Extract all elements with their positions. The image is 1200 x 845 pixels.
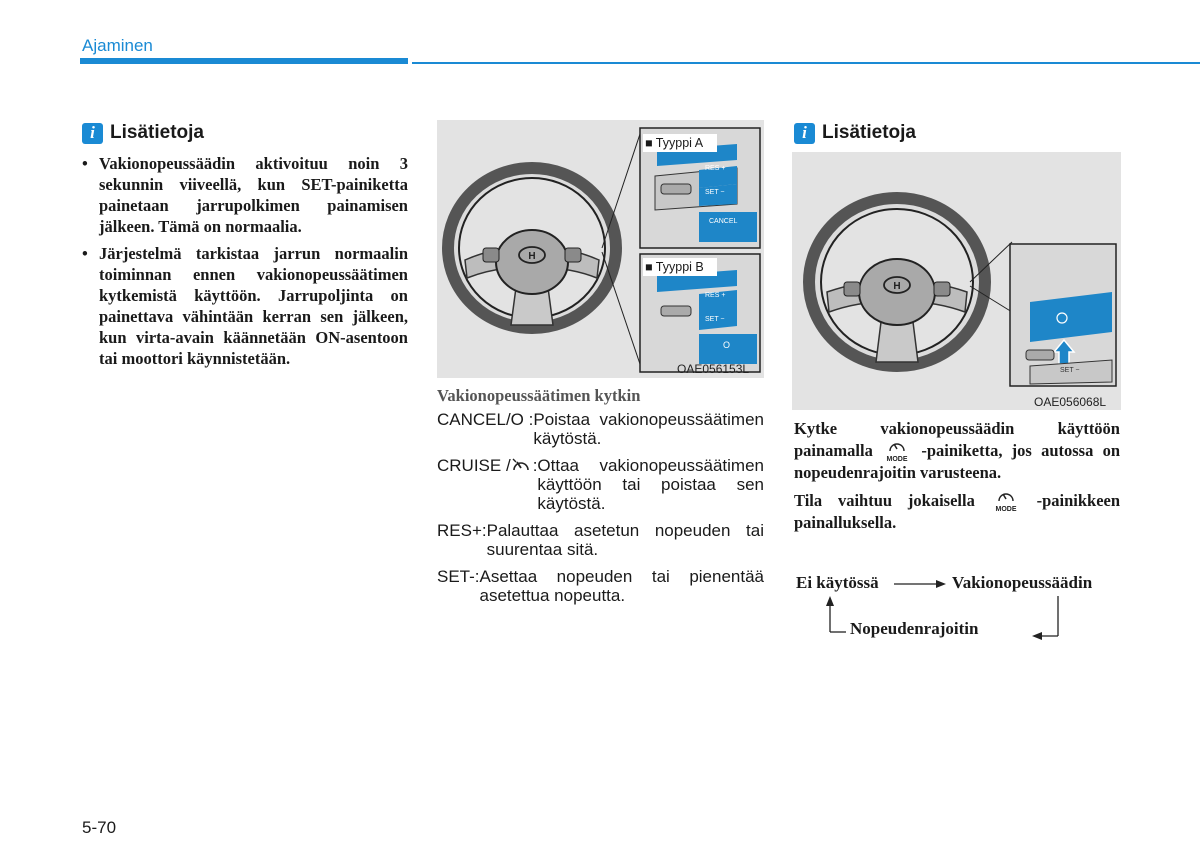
steering-wheel-illustration (437, 120, 764, 378)
def-desc: Asettaa nopeuden tai pienentää asetettua nopeutta. (479, 567, 764, 605)
def-term: SET-: (437, 567, 480, 586)
set-button-label-b: SET − (705, 316, 725, 323)
cancel-button-label: CANCEL (709, 218, 738, 225)
right-info-heading (794, 122, 916, 144)
def-desc: Ottaa vakionopeussäätimen käyttöön tai poistaa sen käytöstä. (537, 456, 764, 513)
mode-flow-diagram (794, 568, 1124, 648)
type-a-label: ■ Tyyppi A (643, 134, 717, 152)
switch-definition-list (437, 410, 764, 613)
o-button-label: O (723, 340, 731, 350)
mode-button-icon (882, 440, 912, 462)
flow-state-limiter: Nopeudenrajoitin (850, 619, 979, 638)
svg-text:H: H (528, 251, 536, 262)
def-term: CANCEL/O : (437, 410, 534, 429)
section-title: Ajaminen (82, 36, 153, 55)
p2-start: Tila vaihtuu jokaisella (794, 491, 975, 510)
p1-end: -painiketta, jos autossa on nopeudenrajoitin varusteena. (794, 441, 1120, 482)
flow-state-cruise: Vakionopeussäädin (952, 573, 1093, 592)
left-info-title: Lisätietoja (110, 122, 204, 143)
left-bullet-list (82, 153, 408, 369)
figure-code-right: OAE056068L (1034, 395, 1107, 409)
mode-paragraph-1 (794, 418, 1120, 484)
def-desc: Poistaa vakionopeussäätimen käytöstä. (533, 410, 764, 448)
res-button-label: RES + (705, 165, 726, 172)
def-term: CRUISE / (437, 456, 511, 475)
def-term-colon: : (532, 456, 538, 475)
def-row-res (437, 521, 764, 559)
left-info-block (82, 122, 408, 375)
res-button-label-b: RES + (705, 292, 726, 299)
mode-label: MODE (995, 506, 1017, 512)
def-desc: Palauttaa asetetun nopeuden tai suurentaa sitä. (486, 521, 764, 559)
p1-start: Kytke vakionopeussäädin käyttöön painamalla (794, 419, 1120, 460)
flow-state-off: Ei käytössä (796, 573, 879, 592)
def-row-cancel (437, 410, 764, 448)
bullet-item: • Vakionopeussäädin aktivoituu noin 3 sekunnin viiveellä, kun SET-painiketta painetaan jarrupolkimen painamisen jälkeen. Tämä on normaalia. (82, 153, 408, 237)
def-row-set (437, 567, 764, 605)
mode-label: MODE (886, 456, 908, 462)
steering-wheel-figure (437, 120, 764, 378)
header-rule-thin (412, 62, 1200, 64)
right-info-title: Lisätietoja (822, 122, 916, 143)
figure-code: OAE056153L (677, 362, 750, 376)
p2-end: -painikkeen painalluksella. (794, 491, 1121, 532)
figure-caption: Vakionopeussäätimen kytkin (437, 386, 641, 405)
mode-paragraph-2 (794, 490, 1120, 534)
def-term: RES+: (437, 521, 487, 540)
page-number: 5-70 (82, 818, 117, 837)
bullet-item: • Järjestelmä tarkistaa jarrun normaalin toiminnan ennen vakionopeussäätimen kytkemistä käyttöön. Jarrupoljinta on painettava vähintään kerran sen jälkeen, kun virta-avain käännetään ON-asentoon tai moottori käynnistetään. (82, 243, 408, 369)
set-button-label-right: SET − (1060, 367, 1080, 374)
mode-switch-figure (792, 152, 1121, 410)
def-row-cruise (437, 456, 764, 513)
info-icon: i (82, 123, 103, 144)
right-text-block (794, 418, 1120, 540)
set-button-label: SET − (705, 189, 725, 196)
header-rule-thick (80, 58, 408, 64)
mode-button-icon (991, 490, 1021, 512)
flow-arrows (794, 568, 1124, 648)
cruise-icon (511, 456, 531, 476)
svg-text:H: H (893, 281, 901, 292)
type-b-label: ■ Tyyppi B (643, 258, 717, 276)
info-icon: i (794, 123, 815, 144)
left-info-heading (82, 122, 408, 144)
